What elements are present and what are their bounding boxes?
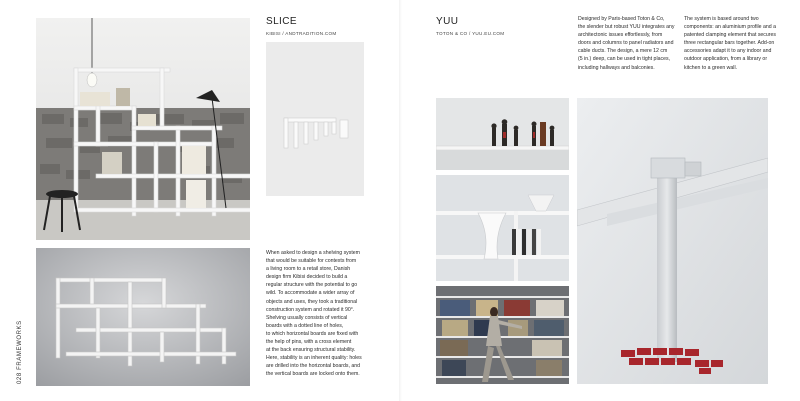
yuu-description-1: Designed by Paris-based Toton & Co, the slender but robust YUU integrates any architectonic issues effortlessly, from doors and columns to panel radiators and cable ducts. The design, a mere 12 cm (5 in.) deep, can be used in tight places, including hallways and balconies. [578,16,675,71]
page-folio [17,320,23,384]
slice-description: When asked to design a shelving system that would be suitable for contexts from a living room to a retail store, Danish design firm Kibisi decided to build a regular structure with the potential to go wild. To accommodate a wider array of objects and uses, they took a traditional construction system and rotated it 90°. Shelving usually consists of vertical boards with a dotted line of holes, to which horizontal boards are fixed with the help of pins, with a cross element at the back ensuring structural stability. Here, stability is an inherent quality: holes are drilled into the horizontal boards, and the vertical boards are locked onto them. [266,250,362,378]
section-name: FRAMEWORKS [17,320,23,370]
photo-slice-studio [36,248,250,386]
photo-slice-room [36,18,250,240]
slice-credit: KIBISI / ANDTRADITION.COM [266,31,337,36]
slice-title: SLICE [266,16,297,27]
photo-yuu-clamp [577,98,768,384]
yuu-description-2: The system is based around two components: an aluminium profile and a patented clamping element that secures three rectangular bars together. Add-on accessories adapt it to any indoor and outdoor application, from a library or kitchen to a green wall. [684,16,776,71]
photo-yuu-library [436,286,569,384]
yuu-credit: TOTON & CO / YUU.EU.COM [436,31,505,36]
photo-yuu-figurines [436,98,569,170]
photo-slice-modules [266,42,364,196]
gutter-shadow [399,0,402,401]
page-number: 028 [17,372,23,384]
photo-yuu-vase-books [436,175,569,281]
yuu-title: YUU [436,16,459,27]
